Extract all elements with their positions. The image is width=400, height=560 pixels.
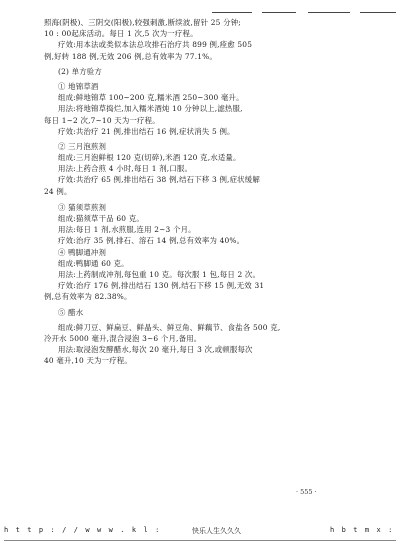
text-line: 40 毫升,10 天为一疗程。 [44, 356, 132, 366]
text-line: 用法:上药合煎 4 小时,每日 1 剂,口服。 [58, 164, 193, 174]
remedy-heading: ① 地锦草酒 [58, 81, 99, 91]
text-line: 冷开水 5000 毫升,混合浸泡 3~6 个月,备用。 [44, 333, 202, 343]
text-line: 用法:将地锦草捣烂,加入糯米酒炖 10 分钟以上,滤热服, [58, 104, 243, 114]
footer-title: 快乐人生久久久 [192, 527, 241, 535]
text-line: 疗效:共治疗 65 例,排出结石 38 例,结石下移 3 例,症状缓解 [58, 175, 260, 185]
header-rule [360, 12, 396, 13]
text-line: 组成:鲜地锦草 100~200 克,糯米酒 250~300 毫升。 [58, 93, 244, 103]
footer-url-left: h t t p : / / w w w . k l : [4, 526, 161, 534]
text-line: 组成:鲜刀豆、鲜扁豆、鲜晶头、鲜豆角、鲜藕节、食盐各 500 克, [58, 322, 281, 332]
text-line: 10 : 00起床活动。每日 1 次,5 次为一疗程。 [44, 29, 198, 39]
remedy-heading: ② 三月泡煎剂 [58, 141, 107, 151]
footer-rule [4, 540, 396, 541]
text-line: 组成:鸭脚通 60 克。 [58, 258, 129, 268]
text-line: 用法:每日 1 剂,水煎服,连用 2~3 个月。 [58, 225, 196, 235]
footer-url-right: h b t m x : [330, 526, 394, 534]
header-rule [308, 12, 350, 13]
text-line: 例,好转 188 例,无效 206 例,总有效率为 77.1%。 [44, 51, 217, 61]
text-line: 用法:上药制成冲剂,每包重 10 克。每次服 1 包,每日 2 次。 [58, 269, 261, 279]
text-line: 例,总有效率为 82.38%。 [44, 292, 132, 302]
text-line: 用法:取浸泡发酵醋水,每次 20 毫升,每日 3 次,或顿服每次 [58, 345, 253, 355]
text-line: 疗效:用本法或类似本法总攻排石治疗共 899 例,痊愈 505 [58, 40, 253, 50]
text-line: 24 例。 [44, 186, 72, 196]
text-line: 组成:三月泡鲜根 120 克(切碎),米酒 120 克,水适量。 [58, 153, 241, 163]
remedy-heading: ③ 猫须草煎剂 [58, 202, 107, 212]
header-rule [262, 12, 296, 13]
text-line: 每日 1~2 次,7~10 天为一疗程。 [44, 115, 160, 125]
text-line: 组成:猫须草干品 60 克。 [58, 214, 144, 223]
section-heading: (2) 单方验方 [58, 66, 102, 76]
body-text [44, 17, 364, 366]
remedy-heading: ④ 鸭脚通冲剂 [58, 247, 107, 257]
header-rule [212, 12, 252, 13]
text-line: 照海(阴极)、三阴交(阳极),较强刺激,断续波,留针 25 分钟; [44, 18, 241, 27]
text-line: 疗效:治疗 35 例,排石、溶石 14 例,总有效率为 40%。 [58, 236, 245, 246]
page-number: · 555 · [296, 488, 317, 496]
text-line: 疗效:共治疗 21 例,排出结石 16 例,症状消失 5 例。 [58, 126, 235, 136]
remedy-heading: ⑤ 醋水 [58, 307, 84, 317]
text-line: 疗效:治疗 176 例,排出结石 130 例,结石下移 15 例,无效 31 [58, 281, 265, 291]
